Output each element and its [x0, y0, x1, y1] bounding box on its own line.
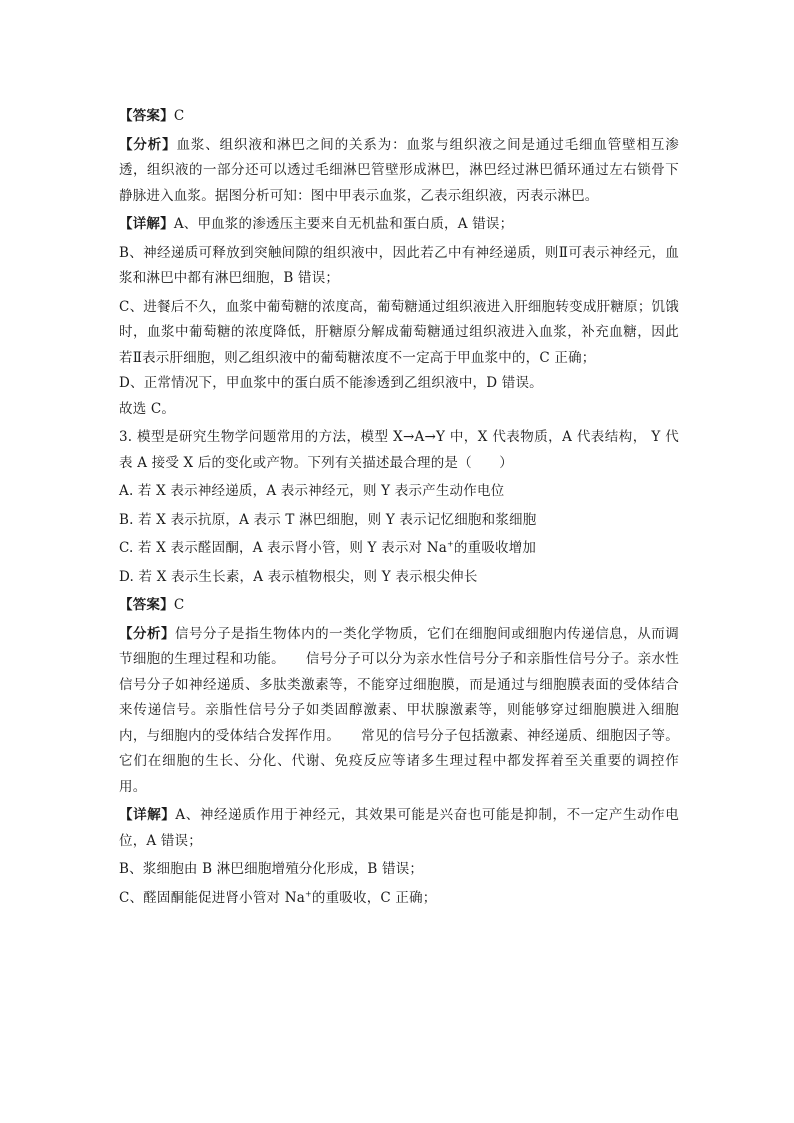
question-3-option-b: B. 若 X 表示抗原，A 表示 T 淋巴细胞，则 Y 表示记忆细胞和浆细胞: [119, 511, 537, 528]
answer-line-1: [119, 104, 679, 130]
question-3-option-c: [119, 536, 679, 562]
analysis-text-2: 信号分子是指生物体内的一类化学物质，它们在细胞间或细胞内传递信息，从而调节细胞的生理过程和功能。 信号分子可以分为亲水性信号分子和亲脂性信号分子。亲水性信号分子如神经递质、多肽类激素等，不能穿过细胞膜，而是通过与细胞膜表面的受体结合来传递信号。亲脂性信号分子如类固醇激素、甲状腺激素等，则能够穿过细胞膜进入细胞内，与细胞内的受体结合发挥作用。 常见的信号分子包括激素、神经递质、细胞因子等。它们在细胞的生长、分化、代谢、免疫反应等诸多生理过程中都发挥着至关重要的调控作用。: [119, 625, 679, 795]
analysis-paragraph-1: [119, 133, 679, 210]
detail-c-superscript-2: +: [304, 889, 312, 898]
detail-a-text-2: A、神经递质作用于神经元，其效果可能是兴奋也可能是抑制，不一定产生动作电位，A 错误；: [119, 807, 679, 849]
question-3-stem: 3. 模型是研究生物学问题常用的方法，模型 X→A→Y 中，X 代表物质，A 代表结构， Y 代表 A 接受 X 后的变化或产物。下列有关描述最合理的是（ ）: [119, 429, 679, 471]
detail-tag: 【详解】: [119, 216, 174, 232]
answer-tag: 【答案】: [119, 108, 174, 124]
detail-a-text: A、甲血浆的渗透压主要来自无机盐和蛋白质，A 错误；: [173, 216, 514, 232]
detail-tag-2: 【详解】: [119, 807, 176, 823]
detail-c-1: C、进餐后不久，血浆中葡萄糖的浓度高，葡萄糖通过组织液进入肝细胞转变成肝糖原；饥饿时，血浆中葡萄糖的浓度降低，肝糖原分解成葡萄糖通过组织液进入血浆，补充血糖，因此若Ⅱ表示肝细胞，则乙组织液中的葡萄糖浓度不一定高于甲血浆中的，C 正确；: [119, 298, 679, 366]
detail-c-tail-2: 的重吸收，C 正确；: [311, 889, 437, 906]
answer-tag-2: 【答案】: [119, 597, 174, 613]
analysis-paragraph-2: [119, 622, 679, 801]
option-c-tail: 的重吸收增加: [453, 540, 537, 556]
detail-d-1: D、正常情况下，甲血浆中的蛋白质不能渗透到乙组织液中，D 错误。: [119, 375, 543, 391]
answer-line-2: [119, 593, 679, 619]
analysis-text: 血浆、组织液和淋巴之间的关系为：血浆与组织液之间是通过毛细血管壁相互渗透，组织液的一部分还可以透过毛细淋巴管壁形成淋巴，淋巴经过淋巴循环通过左右锁骨下静脉进入血浆。据图分析可知：图中甲表示血浆，乙表示组织液，丙表示淋巴。: [119, 136, 679, 204]
question-3-option-a: A. 若 X 表示神经递质，A 表示神经元，则 Y 表示产生动作电位: [119, 483, 505, 499]
detail-b-2: B、浆细胞由 B 淋巴细胞增殖分化形成，B 错误；: [119, 861, 424, 877]
analysis-tag: 【分析】: [119, 136, 177, 153]
document-page: [119, 104, 679, 911]
analysis-tag-2: 【分析】: [119, 625, 176, 642]
question-3-option-d: D. 若 X 表示生长素，A 表示植物根尖，则 Y 表示根尖伸长: [119, 568, 478, 585]
option-c-text: C. 若 X 表示醛固酮，A 表示肾小管，则 Y 表示对 Na: [119, 540, 448, 556]
detail-c-text-2: C、醛固酮能促进肾小管对 Na: [119, 889, 305, 906]
answer-value-2: C: [173, 597, 185, 613]
option-c-superscript: +: [447, 539, 454, 549]
detail-a-2: [119, 803, 679, 854]
answer-value: C: [173, 108, 185, 124]
conclusion-1: 故选 C。: [119, 400, 176, 417]
detail-c-2: [119, 886, 679, 912]
detail-b-1: B、神经递质可释放到突触间隙的组织液中，因此若乙中有神经递质，则Ⅱ可表示神经元，血浆和淋巴中都有淋巴细胞，B 错误；: [119, 244, 679, 286]
detail-a-1: [119, 212, 679, 238]
